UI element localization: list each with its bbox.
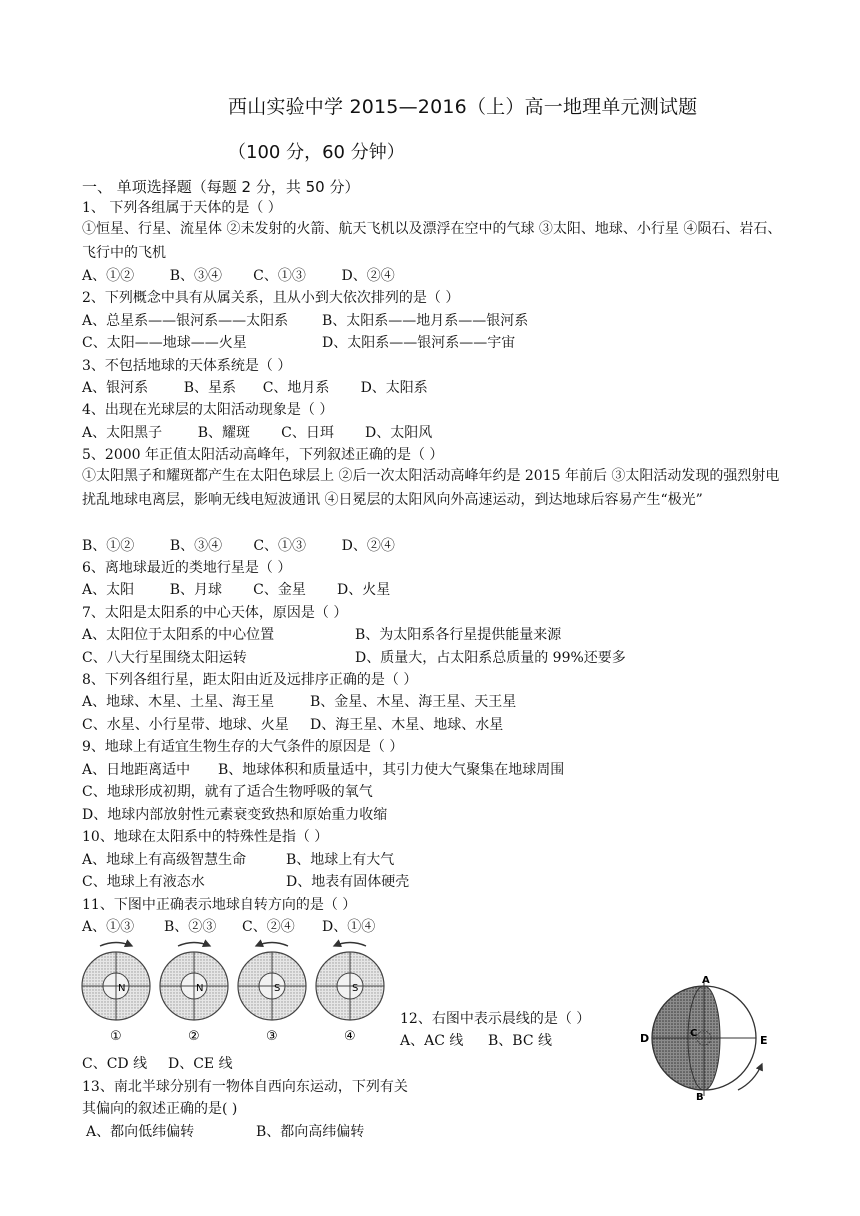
q12-option-c: C、CD 线 <box>82 1056 148 1072</box>
q9-stem: 9、地球上有适宜生物生存的大气条件的原因是（ ） <box>82 739 404 755</box>
q12-option-b: B、BC 线 <box>488 1033 552 1049</box>
q1-body: ①恒星、行星、流星体 ②未发射的火箭、航天飞机以及漂浮在空中的气球 ③太阳、地球、小行星 ④陨石、岩石、飞行中的飞机 <box>82 221 782 261</box>
globe-pole-label: N <box>118 983 126 994</box>
q2-option-b: B、太阳系——地月系——银河系 <box>322 313 529 329</box>
q9-option-d: D、地球内部放射性元素衰变致热和原始重力收缩 <box>82 807 388 823</box>
q3-options: A、银河系 B、星系 C、地月系 D、太阳系 <box>82 380 428 396</box>
exam-title: 西山实验中学 2015—2016（上）高一地理单元测试题 <box>228 96 698 118</box>
q10-stem: 10、地球在太阳系中的特殊性是指（ ） <box>82 829 329 845</box>
globe-number: ③ <box>266 1029 278 1044</box>
section-heading: 一、 单项选择题（每题 2 分，共 50 分） <box>82 178 360 196</box>
q5-body: ①太阳黑子和耀斑都产生在太阳色球层上 ②后一次太阳活动高峰年约是 2015 年前后 ③太阳活动发现的强烈射电扰乱地球电离层，影响无线电短波通讯 ④日冕层的太阳风向外高速运动，到达地球后容易产生“极光” <box>82 468 780 508</box>
globe-4 <box>316 943 384 1045</box>
q11-option-a: A、①③ <box>82 919 135 935</box>
rotation-arrow-icon <box>256 943 288 947</box>
q11-option-c: C、②④ <box>242 919 295 935</box>
q7-stem: 7、太阳是太阳系的中心天体，原因是（ ） <box>82 605 348 621</box>
q5-stem: 5、2000 年正值太阳活动高峰年，下列叙述正确的是（ ） <box>82 447 444 463</box>
q6-stem: 6、离地球最近的类地行星是（ ） <box>82 560 292 576</box>
q13-option-b: B、都向高纬偏转 <box>256 1124 365 1140</box>
q9-option-c: C、地球形成初期，就有了适合生物呼吸的氧气 <box>82 784 373 800</box>
q2-option-d: D、太阳系——银河系——宇宙 <box>322 335 516 351</box>
q4-stem: 4、出现在光球层的太阳活动现象是（ ） <box>82 402 334 418</box>
point-e-label: E <box>760 1034 768 1047</box>
q5-options: B、①② B、③④ C、①③ D、②④ <box>82 538 395 554</box>
q9-option-a: A、日地距离适中 <box>82 762 191 778</box>
q1-stem: 1、 下列各组属于天体的是（ ） <box>82 200 282 216</box>
rotation-diagrams <box>78 938 398 1044</box>
globe-1 <box>82 943 150 1045</box>
globe-pole-label: N <box>196 983 204 994</box>
exam-subtitle: （100 分，60 分钟） <box>228 142 405 163</box>
q2-stem: 2、下列概念中具有从属关系，且从小到大依次排列的是（ ） <box>82 290 460 306</box>
q8-option-a: A、地球、木星、土星、海王星 <box>82 694 275 710</box>
q11-option-d: D、①④ <box>322 919 376 935</box>
point-c-label: C <box>690 1028 698 1039</box>
rotation-arrow-icon <box>738 1064 762 1090</box>
q7-option-b: B、为太阳系各行星提供能量来源 <box>355 627 562 643</box>
q8-stem: 8、下列各组行星，距太阳由近及远排序正确的是（ ） <box>82 672 418 688</box>
globe-pole-label: S <box>274 983 281 994</box>
q3-stem: 3、不包括地球的天体系统是（ ） <box>82 358 292 374</box>
q13-option-a: A、都向低纬偏转 <box>86 1124 195 1140</box>
globe-number: ④ <box>344 1029 356 1044</box>
q8-option-b: B、金星、木星、海王星、天王星 <box>310 694 517 710</box>
q12-option-d: D、CE 线 <box>168 1056 233 1072</box>
point-d-label: D <box>640 1032 650 1045</box>
rotation-arrow-icon <box>100 943 132 947</box>
globe-number: ② <box>188 1029 200 1044</box>
globe-2 <box>160 943 228 1045</box>
globe-number: ① <box>110 1029 122 1044</box>
q10-option-c: C、地球上有液态水 <box>82 874 205 890</box>
q10-option-d: D、地表有固体硬壳 <box>286 874 410 890</box>
q13-stem-cont: 其偏向的叙述正确的是( ) <box>82 1101 238 1117</box>
q10-option-a: A、地球上有高级智慧生命 <box>82 852 247 868</box>
q12-stem: 12、右图中表示晨线的是（ ） <box>400 1011 591 1027</box>
q7-option-d: D、质量大，占太阳系总质量的 99%还要多 <box>355 650 626 666</box>
q12-option-a: A、AC 线 <box>400 1033 464 1049</box>
point-b-label: B <box>696 1092 704 1103</box>
rotation-arrow-icon <box>334 943 366 947</box>
rotation-arrow-icon <box>178 943 210 947</box>
q2-option-c: C、太阳——地球——火星 <box>82 335 247 351</box>
q4-options: A、太阳黑子 B、耀斑 C、日珥 D、太阳风 <box>82 425 433 441</box>
q8-option-c: C、水星、小行星带、地球、火星 <box>82 717 289 733</box>
q7-option-c: C、八大行星围绕太阳运转 <box>82 650 247 666</box>
q9-option-b: B、地球体积和质量适中，其引力使大气聚集在地球周围 <box>218 762 565 778</box>
q10-option-b: B、地球上有大气 <box>286 852 395 868</box>
q6-options: A、太阳 B、月球 C、金星 D、火星 <box>82 582 391 598</box>
globe-3 <box>238 943 306 1045</box>
q8-option-d: D、海王星、木星、地球、水星 <box>310 717 504 733</box>
q13-stem: 13、南北半球分别有一物体自西向东运动，下列有关 <box>82 1079 408 1095</box>
terminator-diagram <box>634 976 784 1106</box>
q2-option-a: A、总星系——银河系——太阳系 <box>82 313 289 329</box>
q1-options: A、①② B、③④ C、①③ D、②④ <box>82 268 395 284</box>
globe-pole-label: S <box>352 983 359 994</box>
q7-option-a: A、太阳位于太阳系的中心位置 <box>82 627 275 643</box>
q11-stem: 11、下图中正确表示地球自转方向的是（ ） <box>82 897 357 913</box>
point-a-label: A <box>702 976 710 986</box>
q11-option-b: B、②③ <box>164 919 217 935</box>
